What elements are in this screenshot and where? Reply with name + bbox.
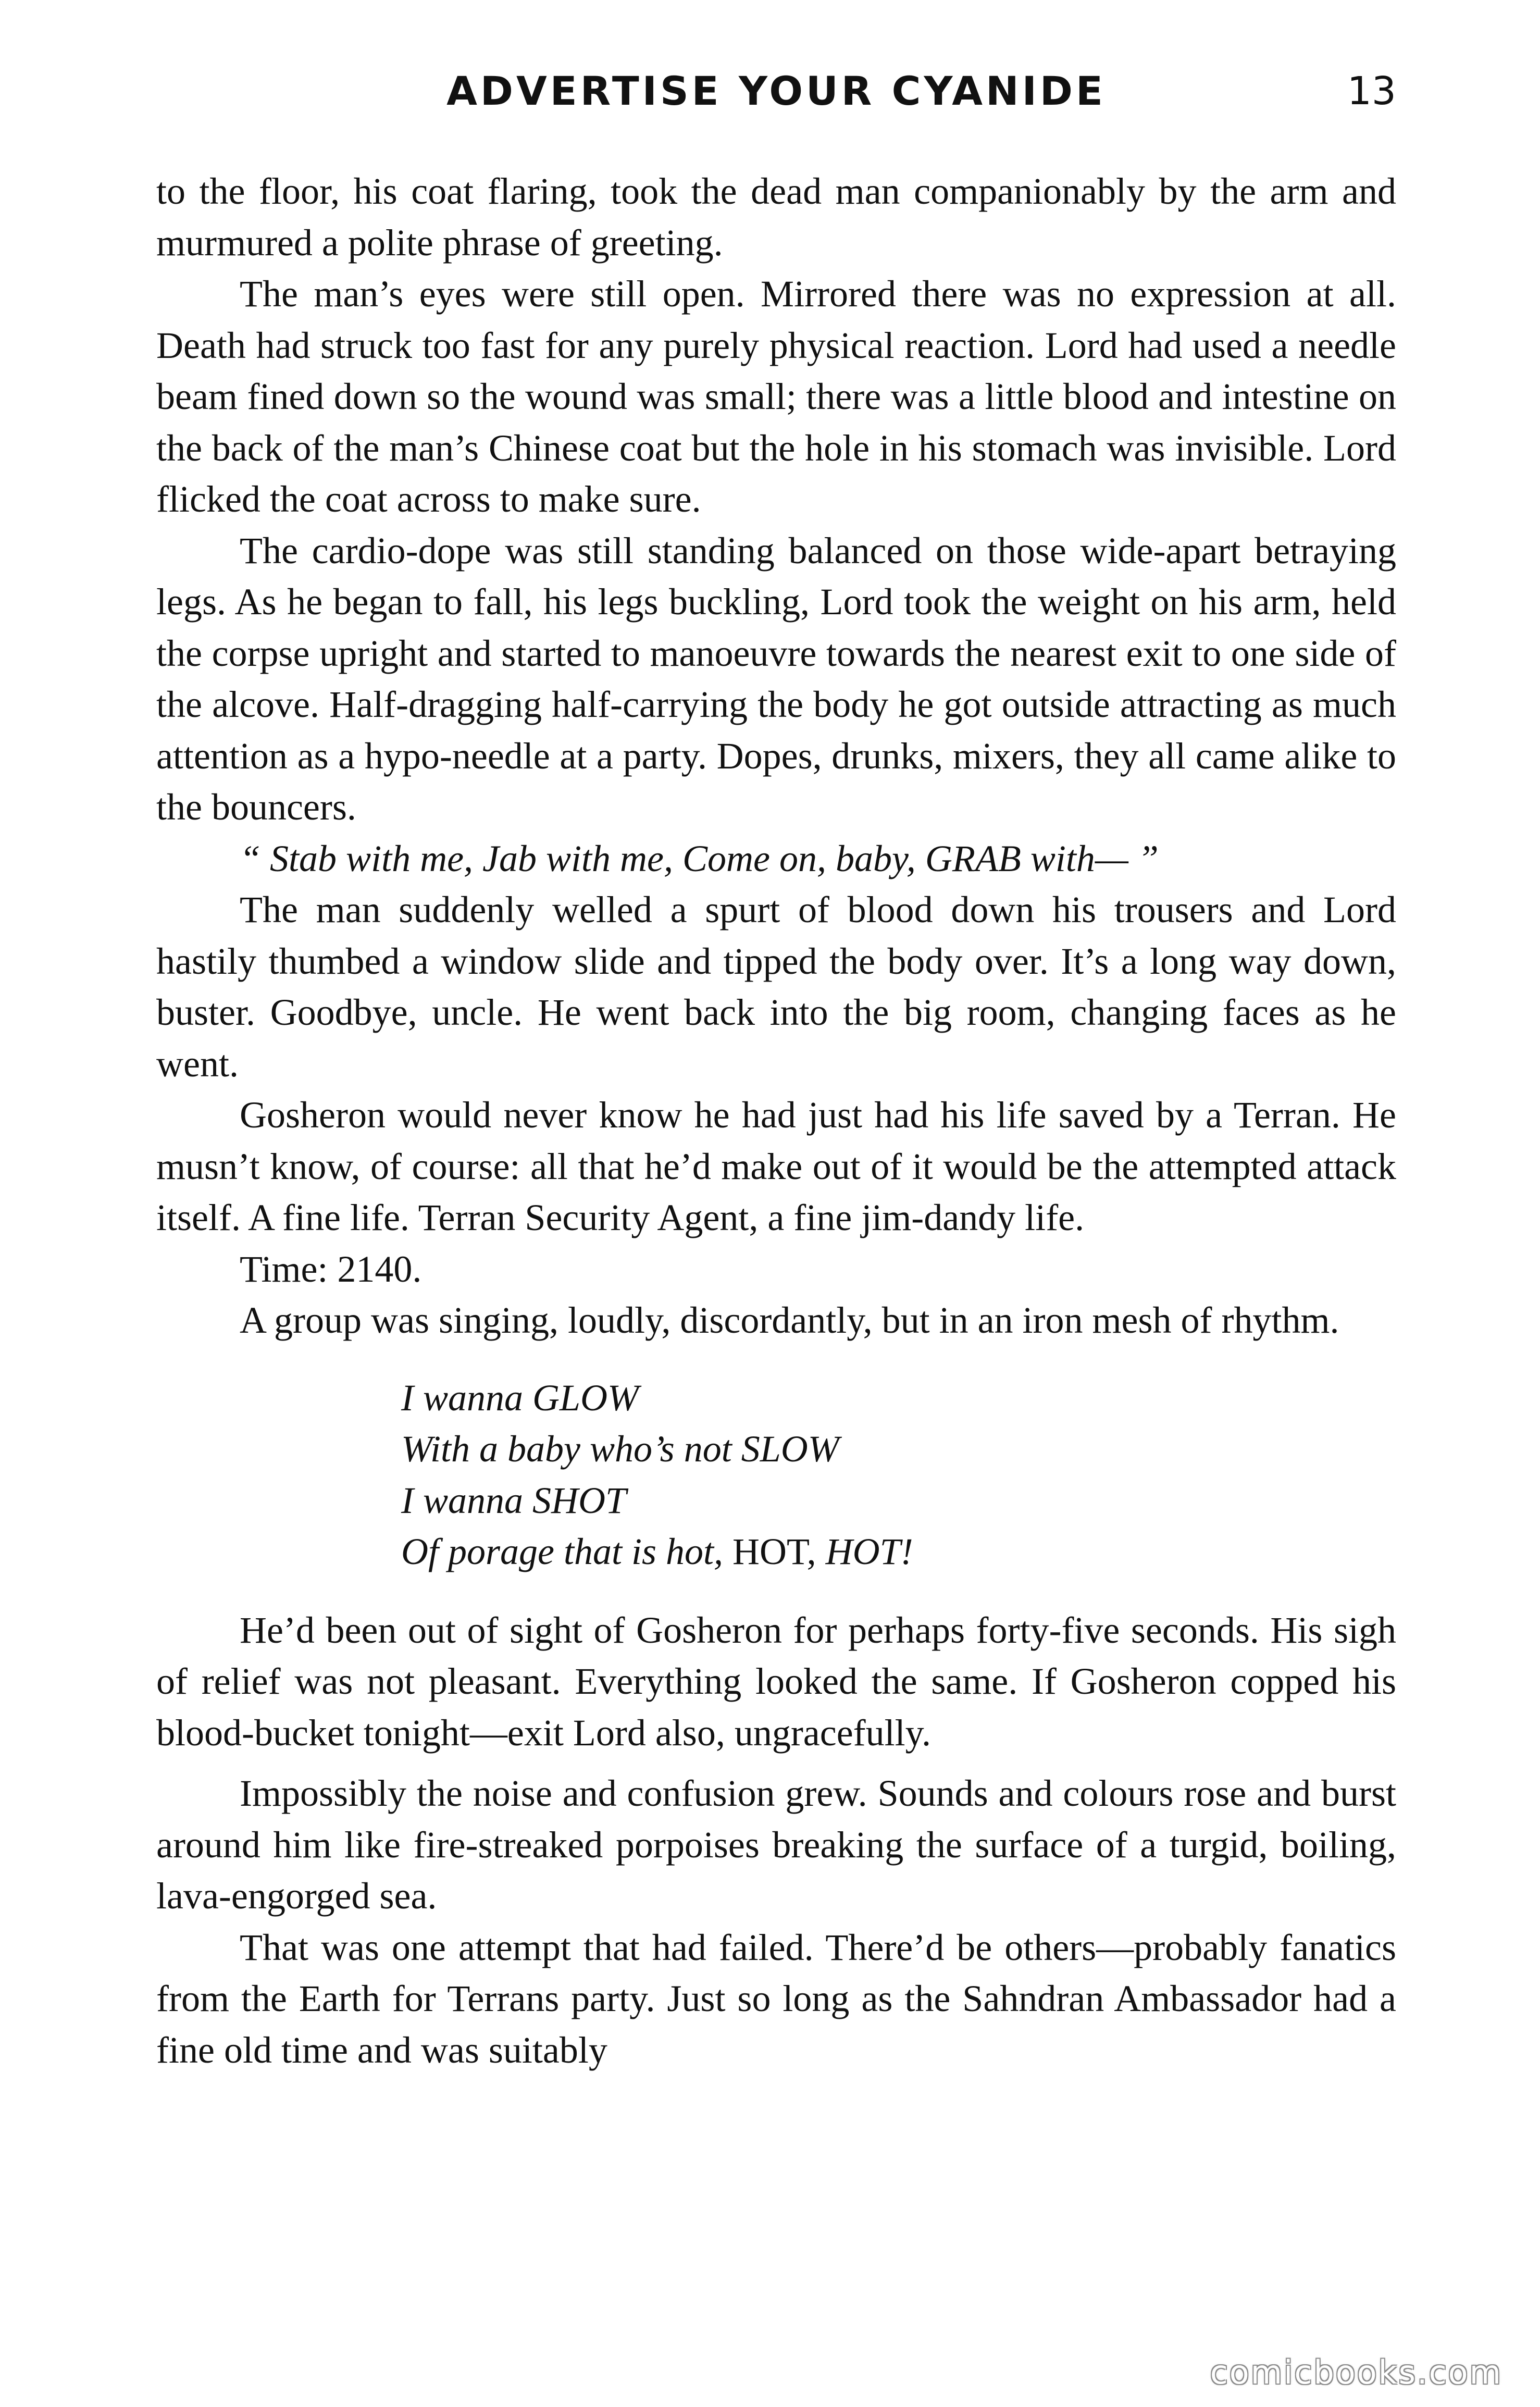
page-header	[156, 63, 1396, 120]
song-quote: “ Stab with me, Jab with me, Come on, baby, GRAB with— ”	[240, 837, 1159, 879]
paragraph: The cardio-dope was still standing balanced on those wide-apart betraying legs. As he began to fall, his legs buckling, Lord took the weight on his arm, held the corpse upright and started to manoeuvre towards the nearest exit to one side of the alcove. Half-dragging half-carrying the body he got outside attracting as much attention as a hypo-needle at a party. Dopes, drunks, mixers, they all came alike to the bouncers.	[156, 529, 1396, 828]
paragraph: That was one attempt that had failed. There’d be others—probably fanatics from the Earth for Terrans party. Just so long as the Sahndran Ambassador had a fine old time and was suitably	[156, 1926, 1396, 2071]
paragraph: The man’s eyes were still open. Mirrored there was no expression at all. Death had struck too fast for any purely physical reaction. Lord had used a needle beam fined down so the wound was small; there was a little blood and intestine on the back of the man’s Chinese coat but the hole in his stomach was invisible. Lord flicked the coat across to make sure.	[156, 273, 1396, 520]
verse-line	[401, 1526, 1396, 1578]
paragraph: He’d been out of sight of Gosheron for perhaps forty-five seconds. His sigh of relief was not pleasant. Everything looked the same. If Gosheron copped his blood-bucket tonight—exit Lord also, ungracefully.	[156, 1609, 1396, 1754]
verse-line: With a baby who’s not SLOW	[401, 1428, 839, 1470]
paragraph-continued: to the floor, his coat flaring, took the dead man companionably by the arm and murmured a polite phrase of greeting.	[156, 170, 1396, 264]
verse-line: I wanna SHOT	[401, 1479, 627, 1521]
watermark: comicbooks.com	[1210, 2353, 1502, 2391]
paragraph: Impossibly the noise and confusion grew. Sounds and colours rose and burst around him like fire-streaked porpoises breaking the surface of a turgid, boiling, lava-engorged sea.	[156, 1772, 1396, 1917]
verse-line-part: HOT,	[732, 1531, 816, 1572]
paragraph: The man suddenly welled a spurt of blood down his trousers and Lord hastily thumbed a window slide and tipped the body over. It’s a long way down, buster. Goodbye, uncle. He went back into the big room, changing faces as he went.	[156, 889, 1396, 1085]
page-number: 13	[1347, 69, 1396, 114]
running-title: ADVERTISE YOUR CYANIDE	[446, 68, 1106, 114]
song-verse	[401, 1372, 1396, 1578]
verse-line-part: HOT!	[825, 1531, 913, 1572]
paragraph: A group was singing, loudly, discordantly, but in an iron mesh of rhythm.	[240, 1299, 1339, 1341]
verse-line-part: Of porage that is hot,	[401, 1531, 724, 1572]
time-line: Time: 2140.	[240, 1248, 422, 1290]
verse-line: I wanna GLOW	[401, 1376, 639, 1419]
paragraph: Gosheron would never know he had just had his life saved by a Terran. He musn’t know, of course: all that he’d make out of it would be the attempted attack itself. A fine life. Terran Security Agent, a fine jim-dandy life.	[156, 1094, 1396, 1238]
body-text	[156, 166, 1396, 2076]
